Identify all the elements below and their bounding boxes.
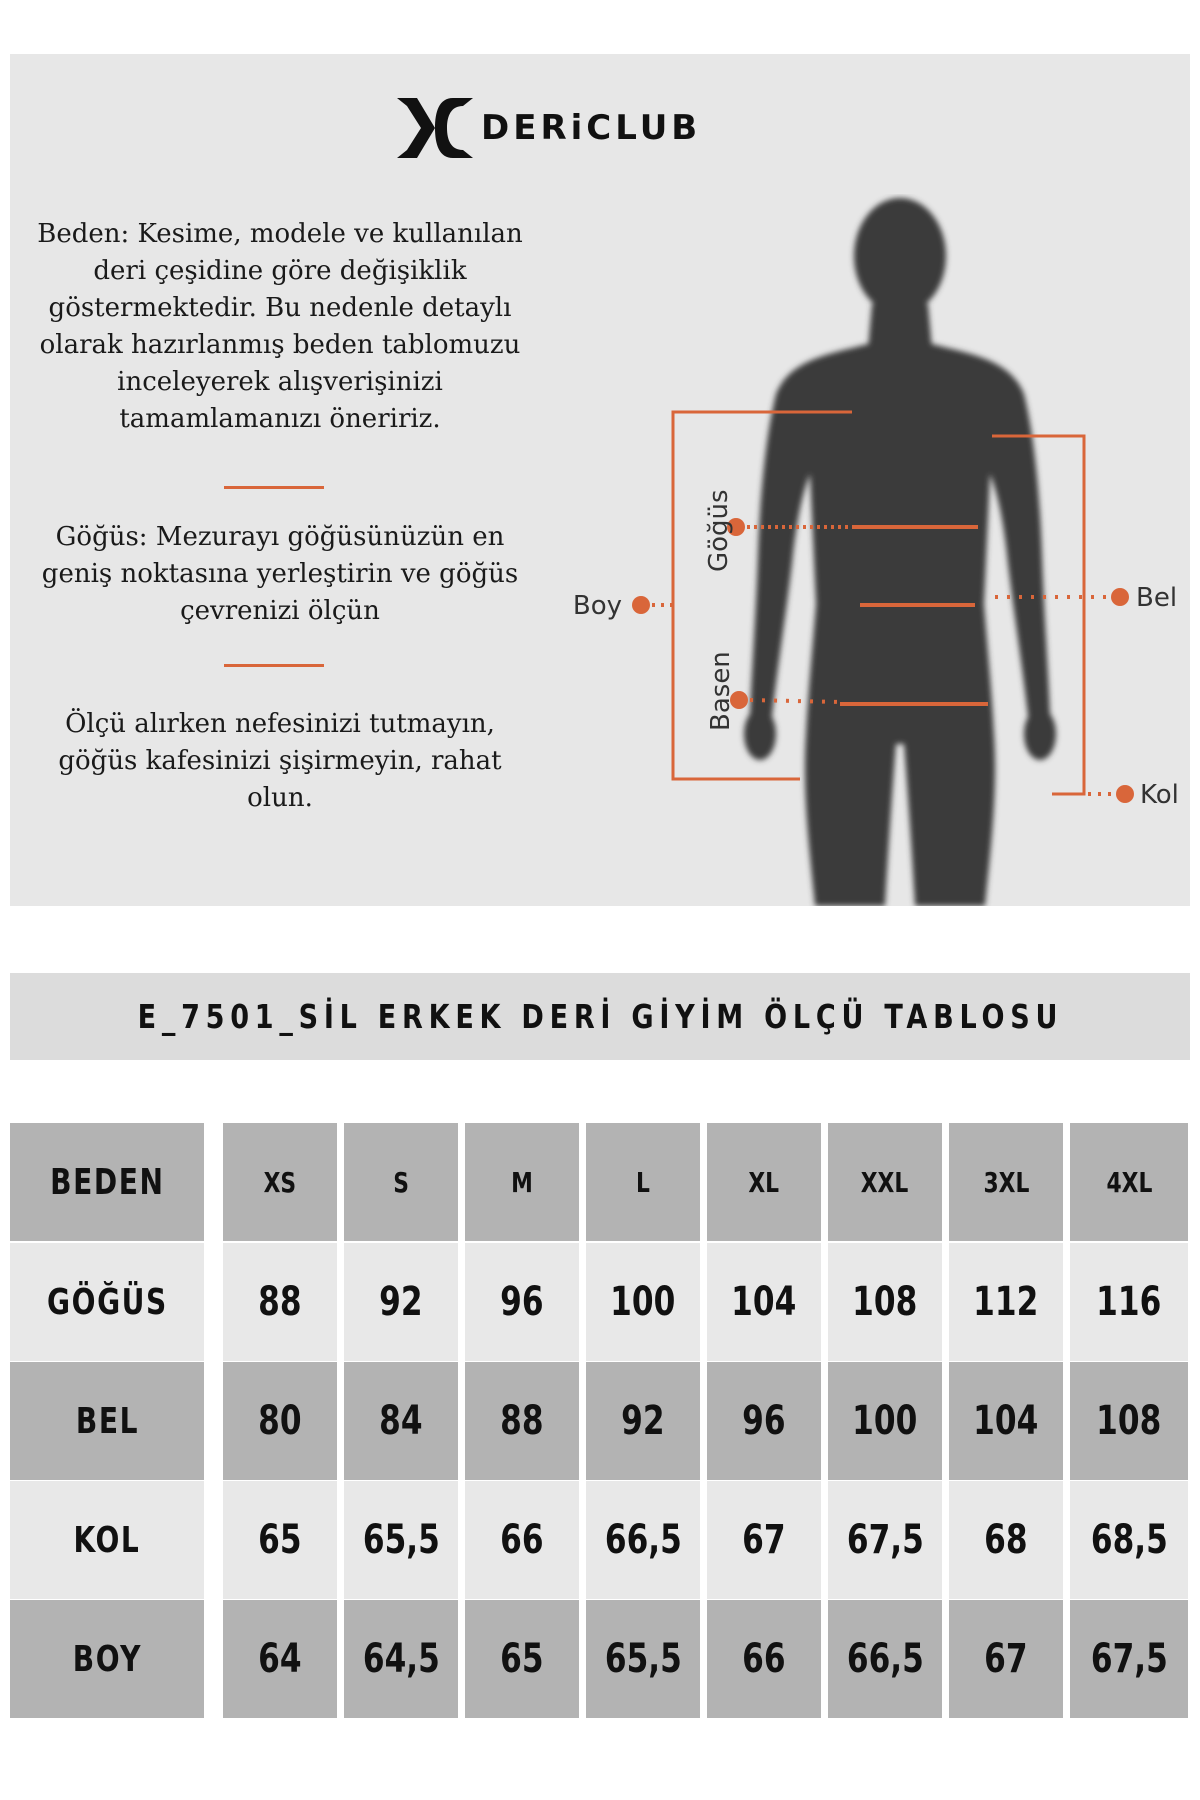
- table-cell-text: 66: [500, 1517, 544, 1563]
- header-cell-size-text: L: [636, 1165, 650, 1199]
- info-line: inceleyerek alışverişinizi: [117, 367, 443, 397]
- header-cell-size-text: 3XL: [983, 1165, 1029, 1199]
- row-label-cell: [10, 1243, 204, 1361]
- intro-panel: [10, 54, 1190, 906]
- table-cell: [828, 1362, 942, 1480]
- info-line: tamamlamanızı öneririz.: [119, 404, 441, 434]
- table-title: E_7501_SİL ERKEK DERİ GİYİM ÖLÇÜ TABLOSU: [137, 997, 1063, 1036]
- info-line: geniş noktasına yerleştirin ve göğüs: [41, 559, 519, 589]
- table-cell-text: 68,5: [1090, 1517, 1168, 1563]
- table-cell: [1070, 1243, 1188, 1361]
- table-cell-text: 67,5: [846, 1517, 924, 1563]
- table-cell: [586, 1243, 700, 1361]
- table-cell-text: 100: [852, 1398, 918, 1444]
- table-cell-text: 104: [731, 1279, 797, 1325]
- table-cell-text: 68: [984, 1517, 1028, 1563]
- measurement-diagram: [540, 194, 1190, 906]
- header-cell-size: [1070, 1123, 1188, 1241]
- table-cell: [586, 1600, 700, 1718]
- info-line: olarak hazırlanmış beden tablomuzu: [39, 330, 521, 360]
- table-cell-text: 67: [742, 1517, 786, 1563]
- table-cell-text: 84: [379, 1398, 423, 1444]
- height-marker: [632, 596, 673, 614]
- divider: [224, 664, 324, 667]
- table-cell: [465, 1243, 579, 1361]
- table-cell-text: 112: [973, 1279, 1039, 1325]
- table-cell-text: 65,5: [362, 1517, 440, 1563]
- info-line: Beden: Kesime, modele ve kullanılan: [37, 219, 523, 249]
- table-cell-text: 66,5: [846, 1636, 924, 1682]
- table-cell-text: 64,5: [362, 1636, 440, 1682]
- waist-label: Bel: [1136, 583, 1178, 613]
- table-cell-text: 88: [258, 1279, 302, 1325]
- table-cell: [1070, 1362, 1188, 1480]
- table-cell: [949, 1481, 1063, 1599]
- table-cell-text: 96: [500, 1279, 544, 1325]
- header-cell-size: [828, 1123, 942, 1241]
- table-cell-text: 108: [852, 1279, 918, 1325]
- table-cell-text: 100: [610, 1279, 676, 1325]
- table-cell-text: 116: [1096, 1279, 1162, 1325]
- table-cell-text: 88: [500, 1398, 544, 1444]
- info-line: göğüs kafesinizi şişirmeyin, rahat olun.: [58, 746, 502, 813]
- table-cell: [223, 1600, 337, 1718]
- table-cell-text: 96: [742, 1398, 786, 1444]
- header-cell-size-text: XS: [263, 1165, 297, 1199]
- table-cell-text: 104: [973, 1398, 1039, 1444]
- table-cell: [828, 1481, 942, 1599]
- header-cell-size-text: M: [511, 1165, 533, 1199]
- chest-label: Göğüs: [704, 489, 734, 572]
- table-cell: [344, 1362, 458, 1480]
- table-cell-text: 108: [1096, 1398, 1162, 1444]
- info-line: göstermektedir. Bu nedenle detaylı: [48, 293, 512, 323]
- table-cell: [949, 1362, 1063, 1480]
- table-cell-text: 65: [258, 1517, 302, 1563]
- table-cell: [223, 1481, 337, 1599]
- row-label-cell-text: BOY: [72, 1638, 142, 1680]
- table-cell-text: 67: [984, 1636, 1028, 1682]
- table-cell: [828, 1243, 942, 1361]
- table-cell: [949, 1243, 1063, 1361]
- table-cell: [1070, 1600, 1188, 1718]
- header-cell-size-text: S: [393, 1165, 409, 1199]
- hip-label: Basen: [706, 651, 736, 731]
- header-cell-beden-text: BEDEN: [49, 1161, 165, 1203]
- height-label: Boy: [572, 591, 622, 621]
- table-cell: [586, 1362, 700, 1480]
- header-cell-size-text: 4XL: [1106, 1165, 1152, 1199]
- brand-wordmark: DERiCLUB: [481, 108, 702, 148]
- row-label-cell: [10, 1481, 204, 1599]
- header-cell-size: [586, 1123, 700, 1241]
- table-cell: [223, 1362, 337, 1480]
- breathing-info-text: [30, 706, 530, 817]
- info-line: deri çeşidine göre değişiklik: [93, 256, 467, 286]
- header-cell-size: [344, 1123, 458, 1241]
- table-cell-text: 64: [258, 1636, 302, 1682]
- body-silhouette-icon: [744, 198, 1056, 906]
- table-cell: [707, 1362, 821, 1480]
- table-cell: [344, 1243, 458, 1361]
- header-cell-size: [465, 1123, 579, 1241]
- table-cell: [465, 1362, 579, 1480]
- table-cell: [344, 1481, 458, 1599]
- sleeve-label: Kol: [1140, 780, 1179, 810]
- table-cell: [465, 1600, 579, 1718]
- table-cell-text: 65,5: [604, 1636, 682, 1682]
- table-title-bar: [10, 973, 1190, 1060]
- table-cell: [949, 1600, 1063, 1718]
- row-label-cell: [10, 1600, 204, 1718]
- size-chart-table: [0, 1123, 1200, 1715]
- table-cell: [344, 1600, 458, 1718]
- chest-info-text: [30, 519, 530, 630]
- brand-logo: [395, 92, 815, 164]
- table-cell-text: 66: [742, 1636, 786, 1682]
- table-cell: [1070, 1481, 1188, 1599]
- header-cell-size: [707, 1123, 821, 1241]
- header-cell-size-text: XL: [748, 1165, 780, 1199]
- table-cell-text: 92: [621, 1398, 665, 1444]
- table-cell: [586, 1481, 700, 1599]
- table-cell-text: 67,5: [1090, 1636, 1168, 1682]
- table-cell: [707, 1600, 821, 1718]
- table-cell: [707, 1481, 821, 1599]
- table-cell-text: 65: [500, 1636, 544, 1682]
- table-cell: [707, 1243, 821, 1361]
- row-label-cell-text: GÖĞÜS: [46, 1281, 168, 1323]
- info-line: Göğüs: Mezurayı göğüsünüzün en: [55, 522, 505, 552]
- table-cell-text: 92: [379, 1279, 423, 1325]
- table-cell: [828, 1600, 942, 1718]
- header-cell-beden: [10, 1123, 204, 1241]
- row-label-cell: [10, 1362, 204, 1480]
- header-cell-size: [949, 1123, 1063, 1241]
- header-cell-size: [223, 1123, 337, 1241]
- table-cell-text: 80: [258, 1398, 302, 1444]
- sleeve-marker: [1088, 785, 1134, 803]
- info-line: Ölçü alırken nefesinizi tutmayın,: [65, 709, 495, 739]
- row-label-cell-text: KOL: [73, 1519, 141, 1561]
- info-line: çevrenizi ölçün: [180, 596, 380, 626]
- brand-mark-icon: [395, 92, 475, 164]
- table-cell: [465, 1481, 579, 1599]
- beden-info-text: [30, 216, 530, 438]
- table-cell-text: 66,5: [604, 1517, 682, 1563]
- divider: [224, 486, 324, 489]
- row-label-cell-text: BEL: [75, 1400, 139, 1442]
- header-cell-size-text: XXL: [861, 1165, 909, 1199]
- table-cell: [223, 1243, 337, 1361]
